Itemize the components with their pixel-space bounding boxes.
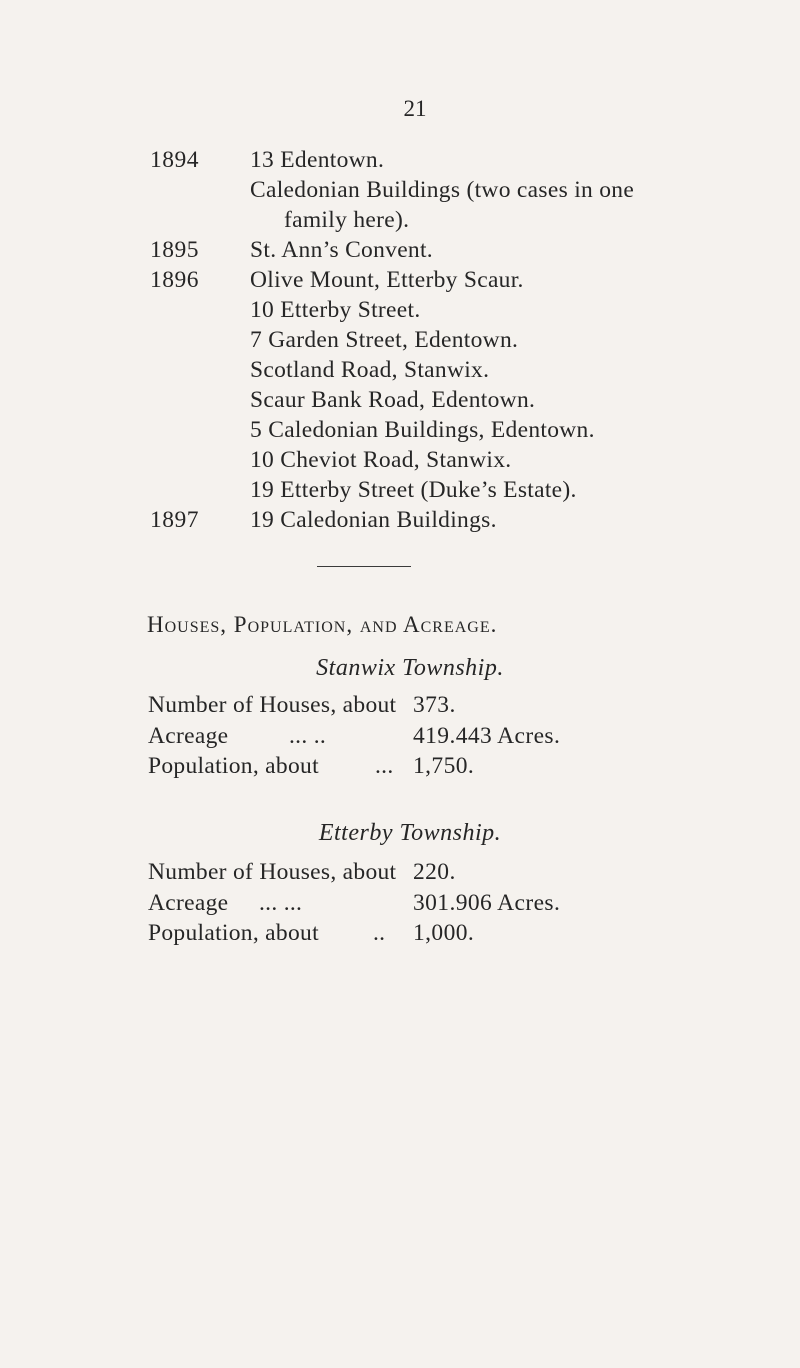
entry-text-continuation: family here). (284, 207, 410, 233)
entry-year: 1897 (150, 507, 199, 533)
case-entry (150, 355, 780, 385)
stat-label (148, 690, 413, 721)
stat-label-text: Population, about (148, 753, 319, 779)
leader-dots: .. (373, 920, 386, 946)
stat-value: 373. (413, 692, 456, 718)
stat-value: 419.443 Acres. (413, 722, 561, 749)
entry-text: Scaur Bank Road, Edentown. (250, 387, 536, 413)
entry-year (150, 475, 250, 505)
stat-value: 1,750. (413, 753, 475, 779)
stat-label-text: Population, about (148, 920, 319, 946)
entry-text-line: Caledonian Buildings (two cases in one (250, 177, 635, 203)
stat-label-text: Number of Houses, about (148, 692, 397, 718)
stat-label (148, 857, 413, 888)
entry-text: 19 Etterby Street (Duke’s Estate). (250, 477, 577, 503)
leader-dots: ... .. (289, 722, 327, 749)
entry-year (150, 295, 250, 325)
stat-row (148, 690, 768, 721)
leader-dots: ... ... (259, 889, 303, 916)
case-entry (150, 385, 780, 415)
stat-label-text: Acreage (148, 889, 229, 916)
entry-text (250, 175, 780, 235)
entry-text: 7 Garden Street, Edentown. (250, 327, 519, 353)
entry-text: 10 Etterby Street. (250, 297, 421, 323)
entry-year (150, 325, 250, 355)
entry-year (150, 175, 250, 235)
stat-row (148, 857, 768, 888)
stat-row (148, 751, 768, 782)
stat-label (148, 888, 413, 919)
stat-value: 220. (413, 859, 456, 885)
section-divider (317, 566, 411, 567)
stat-row (148, 918, 768, 949)
entry-year: 1894 (150, 147, 199, 173)
page-number: 21 (403, 96, 427, 121)
case-entry (150, 415, 780, 445)
case-entry (150, 295, 780, 325)
entry-year (150, 445, 250, 475)
stat-label-text: Number of Houses, about (148, 859, 397, 885)
stat-label (148, 918, 413, 949)
stanwix-township-heading: Stanwix Township. (316, 655, 504, 681)
entry-year (150, 415, 250, 445)
entry-text: 19 Caledonian Buildings. (250, 507, 497, 533)
entry-text: Scotland Road, Stanwix. (250, 357, 490, 383)
case-list (150, 145, 780, 535)
entry-year: 1896 (150, 267, 199, 293)
leader-dots: ... (375, 753, 394, 779)
case-entry (150, 475, 780, 505)
stat-label (148, 721, 413, 752)
entry-text: 10 Cheviot Road, Stanwix. (250, 447, 512, 473)
case-entry (150, 445, 780, 475)
stat-value: 301.906 Acres. (413, 889, 561, 916)
stat-value: 1,000. (413, 920, 475, 946)
stat-row (148, 888, 768, 919)
case-entry (150, 145, 780, 175)
entry-text: 13 Edentown. (250, 147, 385, 173)
case-entry (150, 175, 780, 235)
case-entry (150, 265, 780, 295)
stat-label (148, 751, 413, 782)
entry-year (150, 355, 250, 385)
case-entry (150, 235, 780, 265)
entry-text: Olive Mount, Etterby Scaur. (250, 267, 524, 293)
stat-label-text: Acreage (148, 722, 229, 749)
etterby-stats (148, 857, 768, 949)
entry-text: St. Ann’s Convent. (250, 237, 433, 263)
stat-row (148, 721, 768, 752)
stanwix-stats (148, 690, 768, 782)
section-heading: Houses, Population, and Acreage. (147, 612, 498, 637)
case-entry (150, 505, 780, 535)
entry-year: 1895 (150, 237, 199, 263)
entry-year (150, 385, 250, 415)
case-entry (150, 325, 780, 355)
entry-text: 5 Caledonian Buildings, Edentown. (250, 417, 595, 443)
etterby-township-heading: Etterby Township. (318, 820, 502, 846)
